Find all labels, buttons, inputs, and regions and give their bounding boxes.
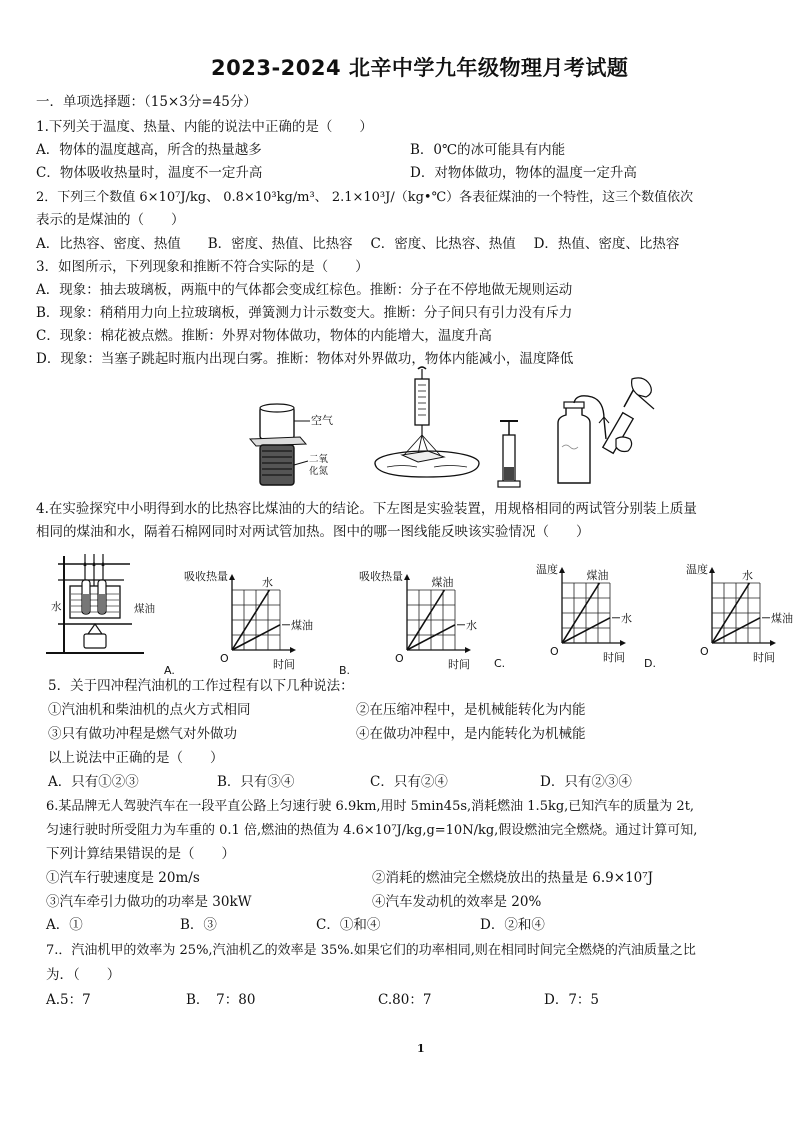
q3-figure-spring-scale: [372, 365, 484, 485]
graph-origin: O: [395, 652, 404, 665]
graph-x-label: 时间: [603, 651, 625, 664]
q3-option-d: D．现象：当塞子跳起时瓶内出现白雾。推断：物体对外界做功，物体内能减小，温度降低: [36, 351, 574, 367]
q4-apparatus-water-label: 水: [51, 601, 62, 613]
q3-option-a: A．现象：抽去玻璃板，两瓶中的气体都会变成红棕色。推断：分子在不停地做无规则运动: [36, 282, 573, 298]
q4-stem-line2: 相同的煤油和水，隔着石棉网同时对两试管加热。图中的哪一图线能反映该实验情况（ ）: [36, 524, 590, 540]
q7-option-a: A.5：7: [46, 992, 91, 1008]
graph-grid: [562, 583, 610, 643]
q6-option-d: D．②和④: [480, 917, 545, 933]
q5-ask: 以上说法中正确的是（ ）: [48, 750, 224, 766]
q4-graph-b: [335, 560, 485, 682]
graph-label-upper: 煤油: [586, 569, 609, 582]
q4-apparatus-oil-label: 煤油: [134, 603, 155, 615]
graph-label-upper: 水: [261, 576, 273, 589]
q3-option-b: B．现象：稍稍用力向上拉玻璃板，弹簧测力计示数变大。推断：分子间只有引力没有斥力: [36, 305, 573, 321]
q6-statement-2: ②消耗的燃油完全燃烧放出的热量是 6.9×10⁷J: [372, 870, 654, 886]
q5-statement-1: ①汽油机和柴油机的点火方式相同: [48, 702, 251, 718]
graph-grid: [232, 590, 280, 650]
q7-option-c: C.80：7: [378, 992, 432, 1008]
q7-stem-line1: 7.．汽油机甲的效率为 25%,汽油机乙的效率是 35%.如果它们的功率相同,则在相同时间完全燃烧的汽油质量之比: [46, 943, 696, 958]
graph-origin: O: [700, 645, 709, 658]
graph-x-label: 时间: [273, 658, 295, 671]
q5-option-c: C．只有②④: [370, 774, 448, 790]
q7-option-b: B． 7：80: [186, 992, 256, 1008]
graph-label-lower: 水: [466, 618, 477, 632]
q5-stem: 5．关于四冲程汽油机的工作过程有以下几种说法：: [48, 678, 354, 694]
q1-option-a: A．物体的温度越高，所含的热量越多: [36, 142, 262, 158]
q5-option-a: A．只有①②③: [48, 774, 139, 790]
q6-statement-4: ④汽车发动机的效率是 20%: [372, 894, 542, 910]
q6-option-a: A．①: [46, 917, 83, 933]
q3-fig-no2-label-1: 二氧: [309, 454, 329, 465]
graph-x-label: 时间: [448, 658, 470, 671]
q6-statement-1: ①汽车行驶速度是 20m/s: [46, 870, 200, 886]
graph-y-label: 温度: [536, 563, 558, 576]
q7-stem-line2: 为．（ ）: [46, 967, 121, 983]
q5-statement-2: ②在压缩冲程中，是机械能转化为内能: [356, 702, 586, 718]
q5-statement-4: ④在做功冲程中，是内能转化为机械能: [356, 726, 586, 742]
q4-graph-d: [640, 553, 793, 675]
page-number: 1: [417, 1042, 425, 1055]
graph-letter: C.: [494, 657, 506, 670]
section-heading: 一．单项选择题：（15×3分=45分）: [36, 94, 257, 110]
q7-option-d: D．7：5: [544, 992, 600, 1008]
q1-option-d: D．对物体做功，物体的温度一定升高: [410, 165, 637, 181]
q5-option-b: B．只有③④: [217, 774, 295, 790]
q4-stem-line1: 4.在实验探究中小明得到水的比热容比煤油的大的结论。下左图是实验装置，用规格相同的两试管分别装上质量: [36, 501, 697, 517]
graph-y-label: 温度: [686, 563, 708, 576]
q6-option-c: C．①和④: [316, 917, 381, 933]
q6-stem-line2: 匀速行驶时所受阻力为车重的 0.1 倍,燃油的热值为 4.6×10⁷J/kg,g=10N/kg,假设燃油完全燃烧。通过计算可知,: [46, 823, 698, 838]
graph-letter: B.: [339, 664, 351, 677]
q6-stem-line3: 下列计算结果错误的是（ ）: [46, 846, 235, 862]
q1-stem: 1.下列关于温度、热量、内能的说法中正确的是（ ）: [36, 119, 373, 135]
q2-stem-line1: 2．下列三个数值 6×10⁷J/kg、 0.8×10³kg/m³、 2.1×10³J/（kg•℃）各表征煤油的一个特性，这三个数值依次: [36, 190, 694, 205]
q1-option-c: C．物体吸收热量时，温度不一定升高: [36, 165, 263, 181]
q3-fig-no2-label-2: 化氮: [309, 466, 329, 477]
graph-label-lower: 煤油: [291, 618, 313, 632]
graph-label-upper: 水: [741, 569, 753, 582]
page-title: 2023-2024 北辛中学九年级物理月考试题: [211, 56, 629, 80]
q6-statement-3: ③汽车牵引力做功的功率是 30kW: [46, 894, 252, 910]
graph-x-label: 时间: [753, 651, 775, 664]
q1-option-b: B．0℃的冰可能具有内能: [410, 142, 566, 158]
q6-option-b: B．③: [180, 917, 217, 933]
graph-label-lower: 煤油: [771, 611, 793, 625]
graph-grid: [712, 583, 760, 643]
q2-stem-line2: 表示的是煤油的（ ）: [36, 212, 185, 228]
q4-graph-c: [490, 553, 640, 675]
graph-y-label: 吸收热量: [359, 570, 403, 583]
graph-label-upper: 煤油: [431, 576, 454, 589]
graph-letter: A.: [164, 664, 175, 677]
graph-origin: O: [220, 652, 229, 665]
graph-y-label: 吸收热量: [184, 570, 228, 583]
q5-option-d: D．只有②③④: [540, 774, 632, 790]
q2-options: A．比热容、密度、热值 B．密度、热值、比热容 C．密度、比热容、热值 D．热值、密度、比热容: [36, 236, 680, 252]
q3-stem: 3．如图所示，下列现象和推断不符合实际的是（ ）: [36, 259, 369, 275]
graph-label-lower: 水: [621, 611, 632, 625]
q3-option-c: C．现象：棉花被点燃。推断：外界对物体做功，物体的内能增大，温度升高: [36, 328, 492, 344]
q3-fig-air-label: 空气: [311, 414, 333, 427]
graph-letter: D.: [644, 657, 656, 670]
q5-statement-3: ③只有做功冲程是燃气对外做功: [48, 726, 237, 742]
q3-figure-bottle-pump: [546, 375, 661, 490]
graph-origin: O: [550, 645, 559, 658]
q3-figure-fire-syringe: [494, 415, 524, 490]
graph-grid: [407, 590, 455, 650]
q6-stem-line1: 6.某品牌无人驾驶汽车在一段平直公路上匀速行驶 6.9km,用时 5min45s,消耗燃油 1.5kg,已知汽车的质量为 2t,: [46, 799, 695, 814]
q4-graph-a: [160, 560, 313, 682]
